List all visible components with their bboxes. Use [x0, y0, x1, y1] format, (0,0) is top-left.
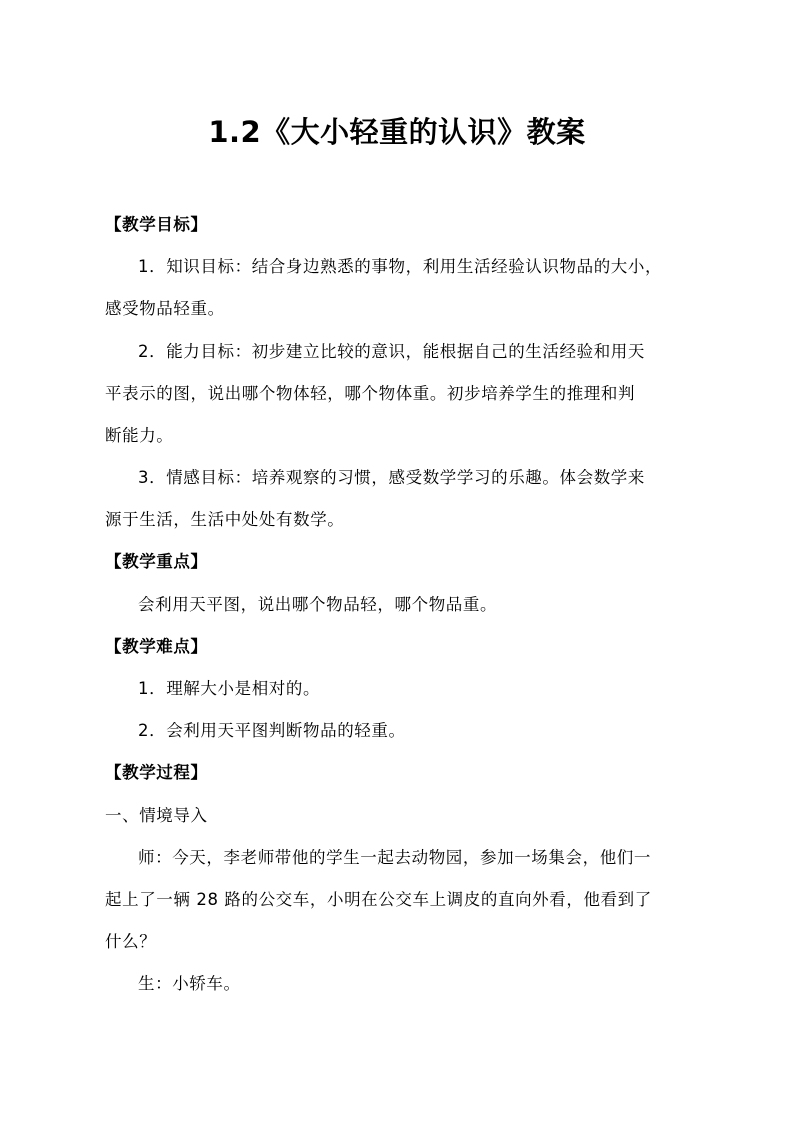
teaching-process-heading: 【教学过程】: [105, 763, 208, 782]
key-points-heading: 【教学重点】: [105, 552, 208, 571]
goal-2-line-1: 2．能力目标：初步建立比较的意识，能根据自己的生活经验和用天: [138, 342, 645, 361]
teacher-line-2: 起上了一辆 28 路的公交车，小明在公交车上调皮的直向外看，他看到了: [105, 890, 652, 909]
teacher-line-1: 师：今天，李老师带他的学生一起去动物园，参加一场集会，他们一: [138, 848, 651, 867]
key-points-line-1: 会利用天平图，说出哪个物品轻，哪个物品重。: [138, 595, 498, 614]
goal-3-line-1: 3．情感目标：培养观察的习惯，感受数学学习的乐趣。体会数学来: [138, 468, 645, 487]
teaching-goals-heading: 【教学目标】: [105, 215, 208, 234]
goal-1-line-2: 感受物品轻重。: [105, 299, 225, 318]
difficulties-heading: 【教学难点】: [105, 637, 208, 656]
document-title: 1.2《大小轻重的认识》教案: [208, 115, 586, 149]
goal-2-line-2: 平表示的图，说出哪个物体轻，哪个物体重。初步培养学生的推理和判: [105, 384, 636, 403]
student-line-1: 生：小轿车。: [138, 974, 241, 993]
teacher-line-3: 什么？: [105, 932, 157, 951]
difficulty-line-2: 2．会利用天平图判断物品的轻重。: [138, 721, 406, 740]
difficulty-line-1: 1．理解大小是相对的。: [138, 679, 321, 698]
goal-2-line-3: 断能力。: [105, 426, 174, 445]
goal-1-line-1: 1．知识目标：结合身边熟悉的事物，利用生活经验认识物品的大小，: [138, 257, 663, 276]
process-section-1-title: 一、情境导入: [105, 806, 208, 825]
goal-3-line-2: 源于生活，生活中处处有数学。: [105, 510, 345, 529]
